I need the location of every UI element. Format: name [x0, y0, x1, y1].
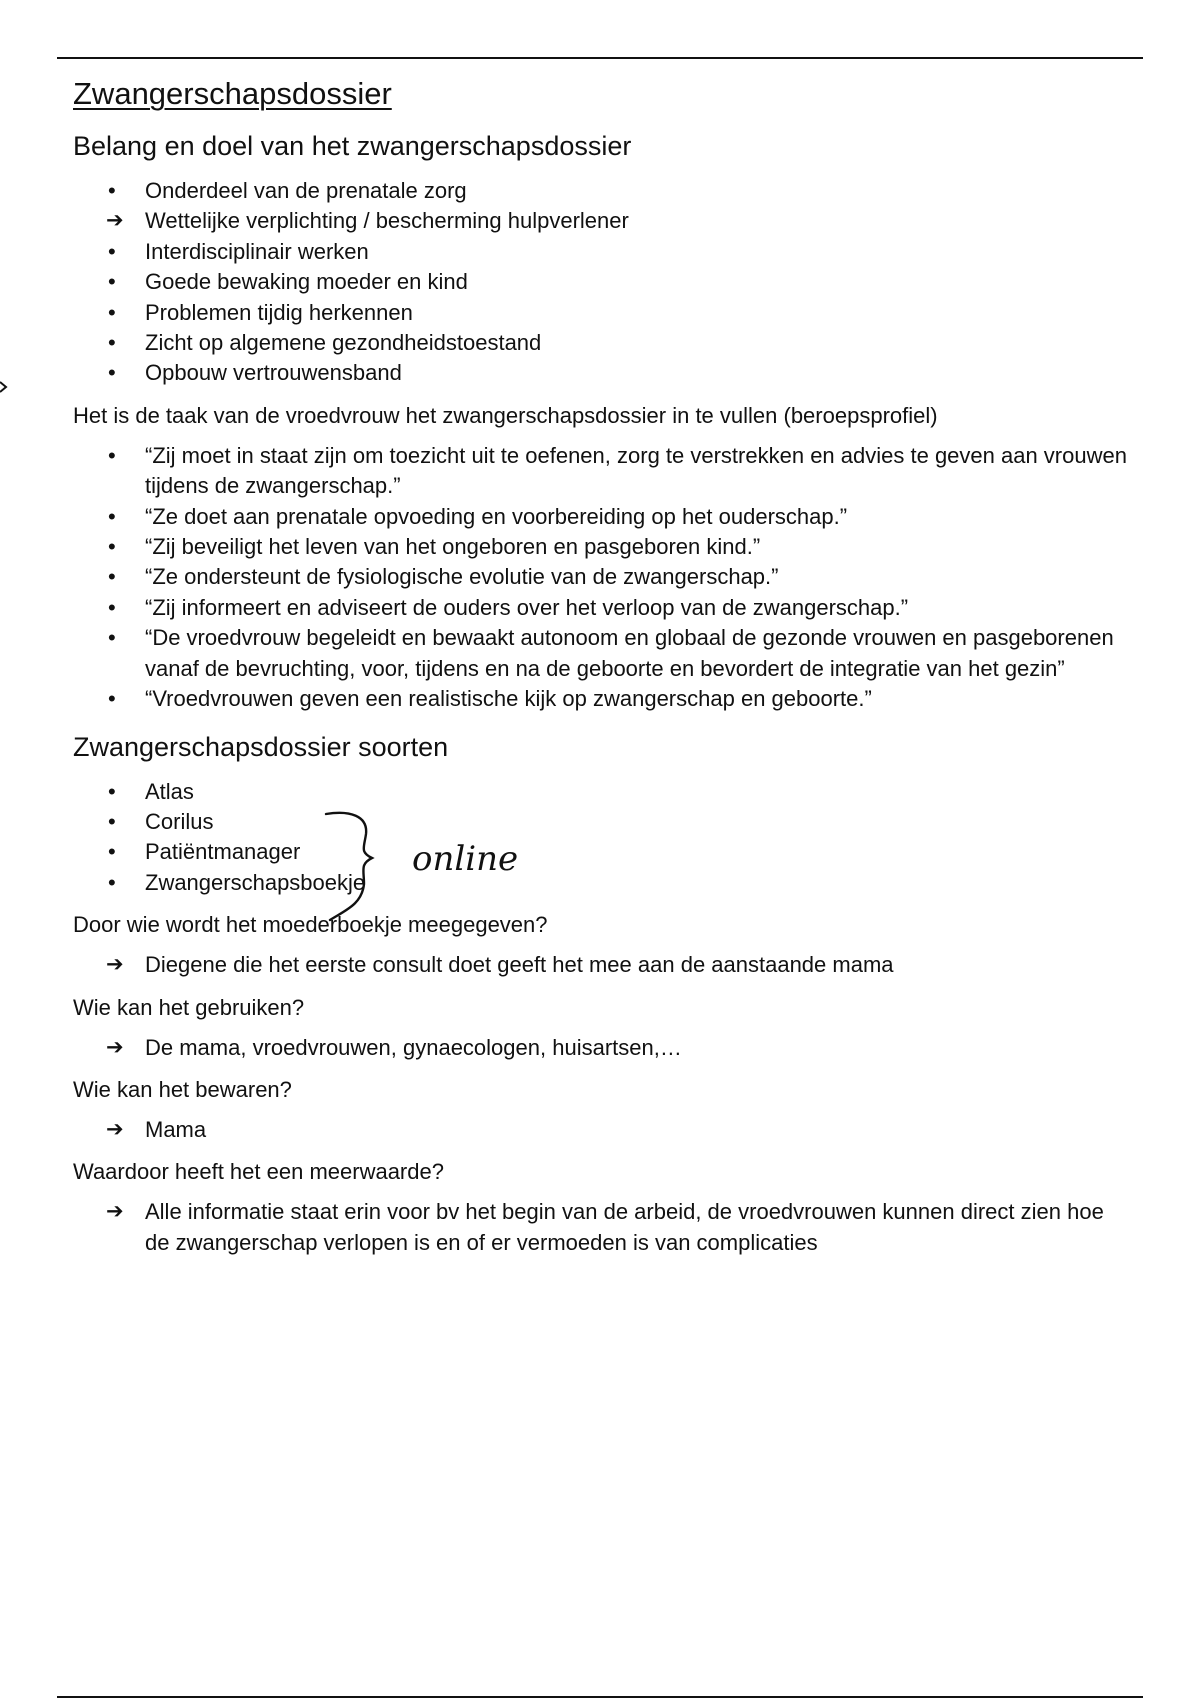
bullet-icon: •	[108, 869, 116, 895]
bullet-icon: •	[108, 686, 116, 712]
bullet-icon: •	[108, 442, 116, 468]
question-text: Wie kan het bewaren?	[73, 1076, 292, 1102]
list-item: • Goede bewaking moeder en kind	[73, 267, 1133, 297]
bullet-icon: •	[108, 238, 116, 264]
page-title: Zwangerschapsdossier	[73, 76, 392, 111]
answer-list	[73, 1197, 1133, 1258]
bullet-icon: •	[108, 594, 116, 620]
list-item: • Interdisciplinair werken	[73, 237, 1133, 267]
beroepsprofiel-paragraph: Het is de taak van de vroedvrouw het zwangerschapsdossier in te vullen (beroepsprofiel)	[73, 402, 938, 428]
list-item: • Onderdeel van de prenatale zorg	[73, 176, 1133, 206]
list-item: • “Ze ondersteunt de fysiologische evolutie van de zwangerschap.”	[73, 562, 1133, 592]
list-item: • Zicht op algemene gezondheidstoestand	[73, 328, 1133, 358]
section-heading-belang: Belang en doel van het zwangerschapsdossier	[73, 131, 632, 161]
arrow-right-icon: ➔	[106, 1200, 124, 1224]
bullet-icon: •	[108, 839, 116, 865]
list-item: • Opbouw vertrouwensband	[73, 358, 1133, 388]
soorten-list	[73, 777, 1133, 899]
belang-list	[73, 176, 1133, 389]
list-item: ➔ Wettelijke verplichting / bescherming hulpverlener	[73, 206, 1133, 236]
bullet-icon: •	[108, 269, 116, 295]
answer-list	[73, 1115, 1133, 1145]
arrow-right-icon: ➔	[106, 1035, 124, 1059]
bullet-icon: •	[108, 534, 116, 560]
list-item: ➔ Alle informatie staat erin voor bv het begin van de arbeid, de vroedvrouwen kunnen direct zien hoe de zwangerschap verlopen is en of er vermoeden is van complicaties	[106, 1199, 1104, 1255]
answer-list	[73, 950, 1133, 980]
list-item: • Corilus	[73, 807, 1133, 837]
footer-rule	[57, 1696, 1143, 1698]
bullet-icon: •	[108, 503, 116, 529]
section-heading-soorten: Zwangerschapsdossier soorten	[73, 731, 449, 762]
list-item: ➔ Mama	[73, 1115, 1133, 1145]
bullet-icon: •	[108, 808, 116, 834]
list-item: • “De vroedvrouw begeleidt en bewaakt autonoom en globaal de gezonde vrouwen en pasgeborenen vanaf de bevruchting, voor, tijdens en na de geboorte en bevordert de integratie van het gezin”	[108, 625, 1114, 681]
handwritten-online-annotation	[320, 808, 550, 928]
bullet-icon: •	[108, 299, 116, 325]
answer-list	[73, 1033, 1133, 1063]
bullet-icon: •	[108, 778, 116, 804]
bullet-icon: •	[108, 178, 116, 203]
handwritten-note: online	[412, 839, 519, 879]
list-item: • “Zij moet in staat zijn om toezicht uit te oefenen, zorg te verstrekken en advies te geven aan vrouwen tijdens de zwangerschap.”	[108, 442, 1127, 499]
quote-list	[73, 441, 1133, 715]
list-item: • “Vroedvrouwen geven een realistische kijk op zwangerschap en geboorte.”	[73, 684, 1133, 714]
list-item: • Atlas	[73, 777, 1133, 807]
list-item: • Problemen tijdig herkennen	[73, 298, 1133, 328]
list-item: • Patiëntmanager	[73, 837, 1133, 867]
list-item: ➔ Diegene die het eerste consult doet geeft het mee aan de aanstaande mama	[73, 950, 1133, 980]
bullet-icon: •	[108, 625, 116, 651]
bullet-icon: •	[108, 330, 116, 356]
arrow-right-icon: ➔	[106, 1117, 124, 1141]
arrow-right-icon: ➔	[106, 209, 124, 233]
list-item: • “Ze doet aan prenatale opvoeding en voorbereiding op het ouderschap.”	[73, 502, 1133, 532]
header-rule	[57, 57, 1143, 59]
question-text: Wie kan het gebruiken?	[73, 994, 305, 1020]
margin-arrow-icon	[0, 380, 8, 394]
list-item: • “Zij beveiligt het leven van het ongeboren en pasgeboren kind.”	[73, 532, 1133, 562]
question-text: Door wie wordt het moederboekje meegegeven?	[73, 912, 548, 938]
arrow-right-icon: ➔	[106, 953, 124, 977]
bullet-icon: •	[108, 360, 116, 386]
list-item: ➔ De mama, vroedvrouwen, gynaecologen, huisartsen,…	[73, 1033, 1133, 1063]
document-page	[73, 70, 1133, 1270]
question-text: Waardoor heeft het een meerwaarde?	[73, 1159, 444, 1185]
list-item: • “Zij informeert en adviseert de ouders over het verloop van de zwangerschap.”	[73, 593, 1133, 623]
bullet-icon: •	[108, 564, 116, 590]
list-item: • Zwangerschapsboekje	[73, 868, 1133, 898]
